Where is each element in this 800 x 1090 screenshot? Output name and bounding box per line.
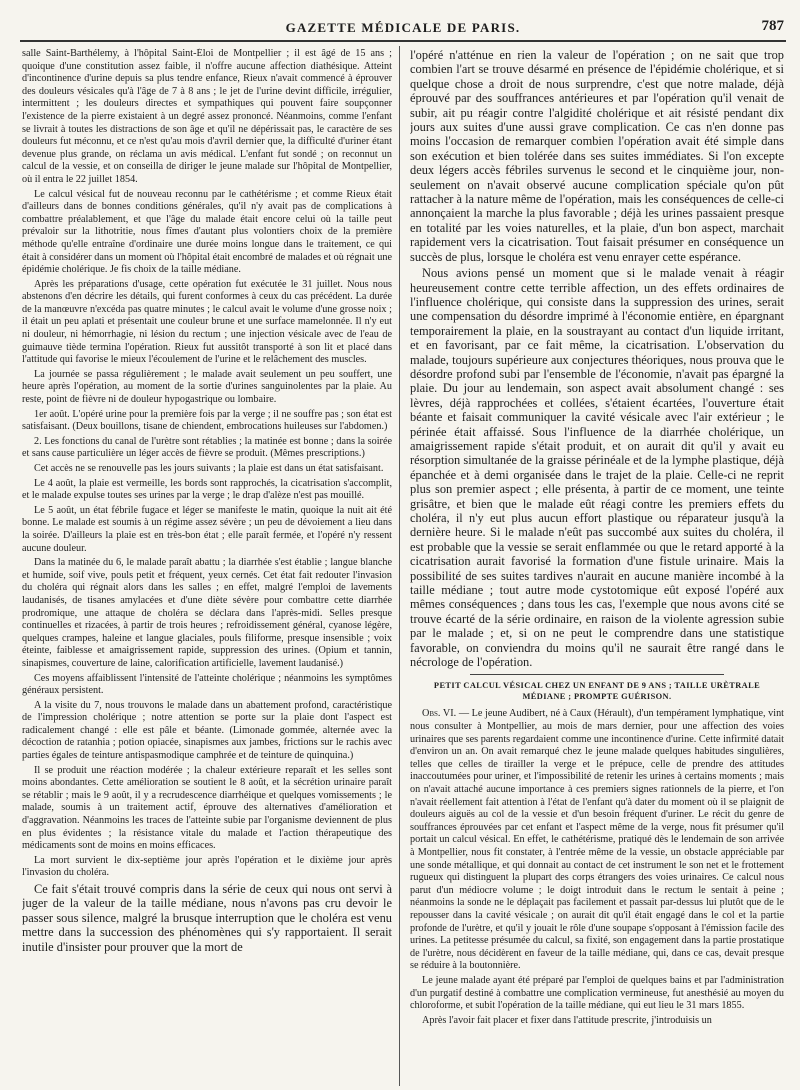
paragraph: Nous avions pensé un moment que si le malade venait à réagir heureusement contre cette terrible affection, un des effets ordinaires de l'influence cholérique, qui consiste dans la suppression des urines, serait une compensation du désordre imprimé à l'économie entière, en épargnant temporairement la plaie, en la soustrayant au contact d'un liquide irritant, et en favorisant, par ce fait même, la cicatrisation. L'observation du malade, toujours supérieure aux conjectures théoriques, nous prouva que le désordre profond subi par l'ensemble de l'économie, n'avait pas épargné la plaie. Du jour au lendemain, son aspect avait absolument changé : ses lèvres, déjà rapprochées et collées, s'étaient écartées, l'ouverture était béante et faisait communiquer la cavité vésicale avec l'air extérieur ; le périnée était affaissé. Sous l'influence de la diarrhée cholérique, un amaigrissement rapide s'était produit, et on aurait dit qu'il y avait eu résorption simultanée de la graisse périnéale et de la lymphe plastique, déjà épanchée et à demi organisée dans le trajet de la plaie. Celle-ci ne reprit plus son premier aspect ; elle présenta, à partir de ce moment, une teinte grisâtre, et bien que le malade eût réagi contre les premiers effets du choléra, il n'y eut plus aucun effort plastique ou réparateur jusqu'à la dernière heure. Si le malade n'eût pas succombé aux suites du choléra, il est probable que la vessie se serait enflammée ou que le retard apporté à la cicatrisation aurait favorisé la formation d'une fistule urinaire. Mais la possibilité de ses suites tardives n'aurait en aucune manière incombé à la taille médiane ; tout autre mode cystotomique eût exposé l'opéré aux mêmes conséquences ; dans tous les cas, l'exemple que nous avons cité se trouve écarté de la série ordinaire, en raison de la violente agression subie par le malade ; et, si on ne peut le comprendre dans une statistique favorable, on conviendra du moins qu'il ne saurait être rangé dans le nécrologe de l'opération.: [410, 266, 784, 670]
observation-label: Obs. VI.: [422, 708, 457, 720]
paragraph: Le 4 août, la plaie est vermeille, les bords sont rapprochés, la cicatrisation s'accomplit, et le malade expulse toutes ses urines par la verge ; le drap d'alèze n'est pas mouillé.: [22, 477, 392, 502]
left-column: [22, 48, 392, 1084]
paragraph: Le 5 août, un état fébrile fugace et léger se manifeste le matin, quoique la nuit ait été bonne. Le malade est soumis à un régime assez sévère ; un peu de dévoiement a lieu dans la soirée. D'ailleurs la plaie est en très-bon état ; elle paraît fermée, et l'opéré n'y ressent aucune douleur.: [22, 504, 392, 554]
paragraph: 2. Les fonctions du canal de l'urètre sont rétablies ; la matinée est bonne ; dans la soirée et sans cause particulière un léger accès de fièvre se produit. (Mêmes prescriptions.): [22, 435, 392, 460]
observation-text: — Le jeune Audibert, né à Caux (Hérault), d'un tempérament lymphatique, vint nous consulter à Montpellier, au mois de mars dernier, pour une affection des voies urinaires que ses parents regardaient comme une incontinence d'urine. Cette infirmité datait d'environ un an. On avait remarqué chez le jeune malade quelques habitudes singulières, telles que celles de tirailler la verge et le prépuce, celle de prendre des attitudes inaccoutumées pour uriner, et l'impossibilité de retenir les urines à certains moments ; mais on n'avait attaché aucune importance à ces premiers signes rationnels de la pierre, et l'on n'avait réellement fait attention à l'état de l'enfant qu'à dater du moment où il se plaignit de douleurs aiguës au col de la vessie et d'un besoin fréquent d'uriner. Le récit du genre de souffrances éprouvées par cet enfant et l'aspect même de la verge, nous fit présumer qu'il portait un calcul vésical. En effet, le cathétérisme, pratiqué dès le lendemain de son arrivée à Montpellier, nous fit constater, à l'entrée même de la vessie, un obstacle appréciable par une sonde métallique, et qui donnait au contact de cet instrument le son net et le frottement rugueux qui distinguent la plupart des corps étrangers des voies urinaires. Ce calcul nous parut d'un médiocre volume ; le doigt introduit dans le rectum le sentait à peine ; néanmoins la sonde ne le déplaçait pas facilement et passait par-dessus lui plutôt que de le repousser dans la cavité vésicale ; on aurait dit qu'il était engagé dans le col et la partie profonde de l'urètre, et qu'il y jouait le rôle d'une soupape s'opposant à l'émission facile des urines. La petitesse présumée du calcul, sa fixité, son engagement dans la partie prostatique de l'urètre, nous décidèrent en faveur de la taille médiane, qui, dans ce cas, devait presque se réduire à la boutonnière.: [410, 708, 784, 972]
journal-title: GAZETTE MÉDICALE DE PARIS.: [285, 20, 521, 35]
paragraph: A la visite du 7, nous trouvons le malade dans un abattement profond, caractéristique de l'impression cholérique ; notre attention se porte sur la plaie dont l'aspect est radicalement changé : elle est pâle et béante. (Limonade gommée, alternée avec la décoction de ratanhia ; potion opiacée, sinapismes aux jambes, frictions sur le rachis avec parties égales de teinture antispasmodique camphrée et de teinture de quinquina.): [22, 699, 392, 762]
paragraph: Ces moyens affaiblissent l'intensité de l'atteinte cholérique ; néanmoins les symptômes généraux persistent.: [22, 672, 392, 697]
paragraph: Après les préparations d'usage, cette opération fut exécutée le 31 juillet. Nous nous abstenons d'en décrire les détails, qui furent conformes à ceux du cas précédent. La durée de la manœuvre n'excéda pas quatre minutes ; le calcul avait le volume d'une grosse noix ; il était un peu aplati et présentait une couleur brune et une surface mamelonnée. Il n'y eut ni douleur, ni hémorrhagie, ni lésion du rectum ; une injection vésicale avec de l'eau de guimauve tiède termina l'opération. Rieux fut aussitôt transporté à son lit et placé dans l'attitude qui favorise le mieux l'écoulement de l'urine et le relâchement des muscles.: [22, 278, 392, 366]
paragraph: Après l'avoir fait placer et fixer dans l'attitude prescrite, j'introduisis un: [422, 1014, 712, 1026]
header-rule: [20, 40, 786, 42]
paragraph: Ce fait s'était trouvé compris dans la série de ceux qui nous ont servi à juger de la valeur de la taille médiane, nous n'avons pas cru devoir le passer sous silence, malgré la brusque interruption que le choléra est venu mettre dans la succession des phénomènes qui s'y rapportaient. Il serait inutile d'insister pour prouver que la mort de: [22, 882, 392, 954]
paragraph: Cet accès ne se renouvelle pas les jours suivants ; la plaie est dans un état satisfaisant.: [34, 463, 384, 474]
paragraph: Le calcul vésical fut de nouveau reconnu par le cathétérisme ; et comme Rieux était d'ailleurs dans de bonnes conditions générales, qu'il n'y avait pas de complications à combattre préalablement, et que l'âge du malade était encore celui où la taille peut prévaloir sur la lithotritie, nous fîmes d'autant plus volontiers choix de la première méthode qu'elle entraîne d'ordinaire une durée moins longue dans le traitement, ce qui était à considérer dans un moment où l'hôpital était encombré de malades et où régnait une épidémie cholérique. Je fis choix de la taille médiane.: [22, 188, 392, 276]
paragraph: La mort survient le dix-septième jour après l'opération et le dixième jour après l'invasion du choléra.: [22, 854, 392, 879]
section-rule: [470, 674, 724, 675]
paragraph: 1er août. L'opéré urine pour la première fois par la verge ; il ne souffre pas ; son état est satisfaisant. (Deux bouillons, tisane de chiendent, embrocations huileuses sur l'abdomen.): [22, 408, 392, 433]
paragraph: l'opéré n'atténue en rien la valeur de l'opération ; on ne sait que trop combien l'art se trouve désarmé en présence de l'épidémie cholérique, et si quelque chose a droit de nous surprendre, c'est que notre malade, déjà éprouvé par des souffrances antérieures et par l'opération qu'il venait de subir, ait pu réagir contre l'algidité cholérique et ait résisté pendant dix jours aux suites d'une aussi grave complication. Ce cas n'en donne pas moins l'occasion de remarquer combien l'opération avait été simple dans son exécution et bien tolérée dans ses suites immédiates. Si l'on excepte deux légers accès fébriles survenus le second et le cinquième jour, non-seulement on n'avait observé aucune complication spéciale qu'on pût rattacher à la nature même de l'opération, mais les conséquences de celle-ci annonçaient la marche la plus favorable ; déjà les urines passaient presque en totalité par les voies naturelles, et la plaie, d'un bon aspect, marchait rapidement vers la cicatrisation. Tout faisait présumer en conséquence un succès de plus, lorsque le choléra est venu enrayer cette espérance.: [410, 48, 784, 264]
observation-paragraph: [410, 708, 784, 972]
section-heading: PETIT CALCUL VÉSICAL CHEZ UN ENFANT DE 9 ANS ; TAILLE URÈTRALE MÉDIANE ; PROMPTE GUÉRISON.: [433, 681, 761, 701]
paragraph: Le jeune malade ayant été préparé par l'emploi de quelques bains et par l'administration d'un purgatif destiné à combattre une complication vermineuse, fut anesthésié au moyen du chloroforme, et subit l'opération de la taille médiane, qui eut lieu le 31 mars 1855.: [410, 974, 784, 1012]
paragraph: La journée se passa régulièrement ; le malade avait seulement un peu souffert, une heure après l'opération, au moment de la sortie d'urines sanguinolentes par la plaie. Au reste, point de fièvre ni de douleur hypogastrique ou lombaire.: [22, 368, 392, 406]
paragraph: Il se produit une réaction modérée ; la chaleur extérieure reparaît et les selles sont moins abondantes. Cette amélioration se soutient le 8 août, et la sécrétion urinaire paraît se rétablir ; mais le 9 août, il y a recrudescence diarrhéique et quelques vomissements ; le malade, soumis à un traitement actif, éprouve des alternatives d'amélioration et d'aggravation. Néanmoins les traces de l'atteinte subie par l'organisme deviennent de plus en plus évidentes ; la résistance vitale du malade et l'action thérapeutique des médicaments sont de moins en moins efficaces.: [22, 764, 392, 852]
paragraph: Dans la matinée du 6, le malade paraît abattu ; la diarrhée s'est établie ; langue blanche et humide, soif vive, pouls petit et fréquent, yeux cernés. Cet état fait redouter l'invasion du choléra qui régnait alors dans les salles ; en effet, malgré l'emploi de lavements laudanisés, de tisanes amylacées et d'une diète sévère pour combattre cette diarrhée prodromique, une attaque de choléra se déclara dans l'après-midi. Selles presque continuelles et rizacées, à partir de trois heures ; refroidissement général, cyanose légère, quelques crampes, haleine et langue glaciales, pouls filiforme, presque insensible ; voix éteinte, faiblesse et amaigrissement rapide, suppression des urines. (Opium et tannin, sinapismes, couverture de laine, calorification artificielle, lavement laudanisé.): [22, 557, 392, 669]
right-column: [410, 48, 784, 1084]
column-divider: [399, 46, 400, 1086]
page-number: 787: [761, 18, 784, 34]
running-head: [20, 16, 786, 38]
paragraph: salle Saint-Barthélemy, à l'hôpital Saint-Éloi de Montpellier ; il est âgé de 15 ans ; quoique d'une constitution assez faible, il n'offre aucune affection diathésique. Atteint d'incontinence d'urine depuis sa plus tendre enfance, Rieux n'avait commencé à éprouver des douleurs vésicales qu'à l'âge de 7 à 8 ans ; le jet de l'urine devint difficile, irrégulier, intermittent ; les douleurs directes et sympathiques qui pouvent faire soupçonner l'existence de la pierre existaient à un degré assez prononcé. Néanmoins, comme l'enfant se livrait à toutes les distractions de son âge et qu'il ne dépérissait pas, le caractère de ses douleurs fut méconnu, et ce n'est qu'au mois d'avril dernier que, la difficulté d'uriner étant devenue plus grande, on réclama un avis médical. L'enfant fut sondé ; on reconnut un calcul de la vessie, et on conseilla de diriger le jeune malade sur l'hôpital de Montpellier, où il entra le 22 juillet 1854.: [22, 48, 392, 185]
